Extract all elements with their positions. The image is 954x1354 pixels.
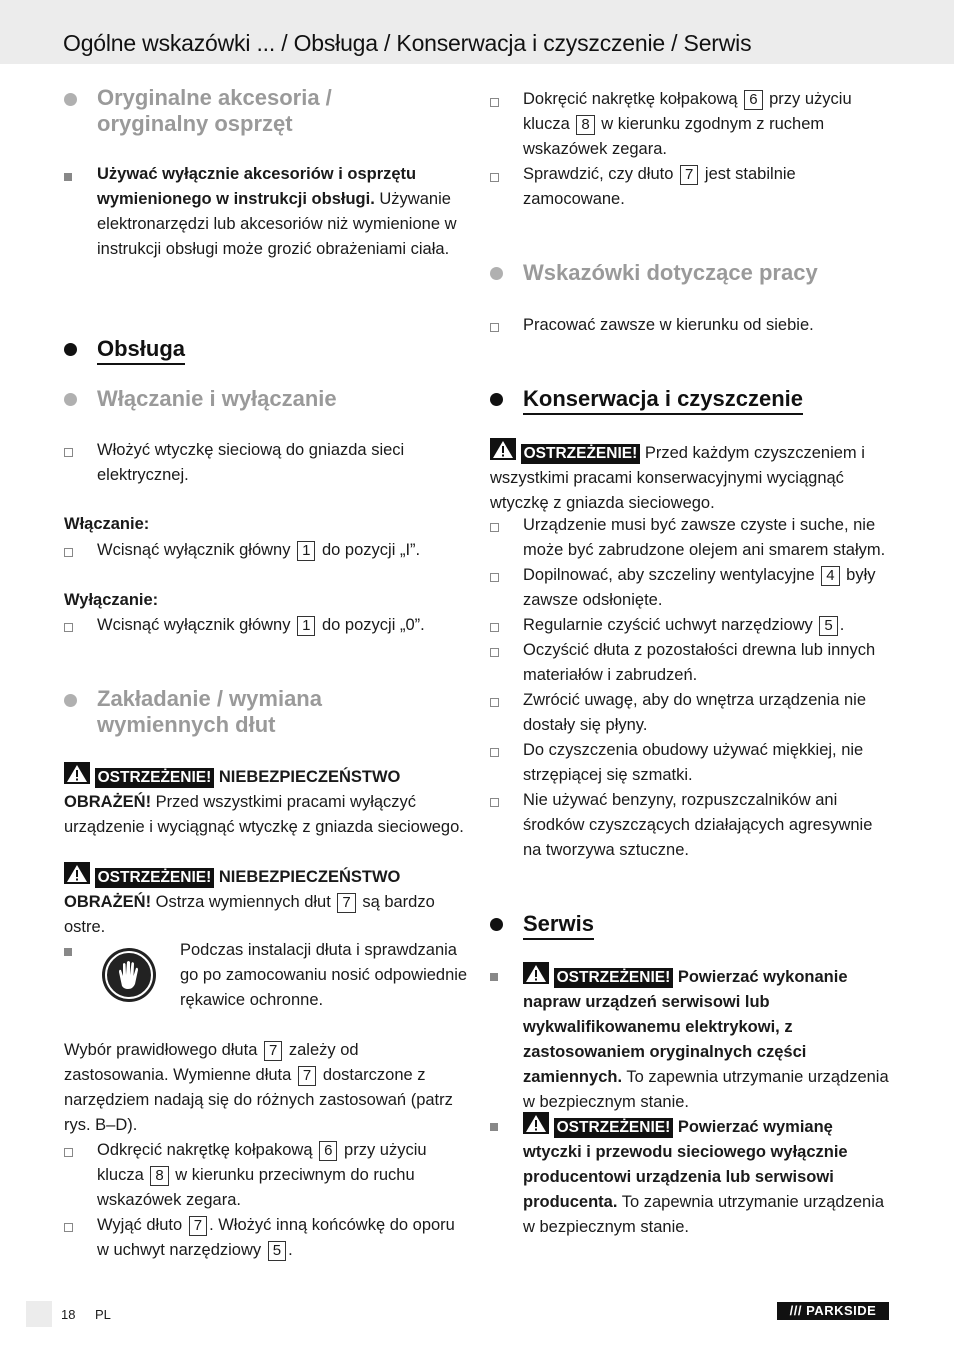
checkbox-bullet-icon bbox=[490, 798, 499, 807]
checkbox-bullet-icon bbox=[64, 1223, 73, 1232]
checkbox-bullet-icon bbox=[490, 323, 499, 332]
checkbox-bullet-icon bbox=[490, 573, 499, 582]
parkside-logo: /// PARKSIDE bbox=[777, 1302, 889, 1320]
mount-step-2: Wyjąć dłuto 7 . Włożyć inną końcówkę do oporu w uchwyt narzędziowy 5 . bbox=[97, 1216, 455, 1259]
checkbox-bullet-icon bbox=[490, 98, 499, 107]
care-warning: OSTRZEŻENIE! Przed każdym czyszczeniem i wszystkimi pracami konserwacyjnymi wyciągnąć wtyczkę z gniazda sieciowego. bbox=[490, 438, 890, 516]
off-step: Wcisnąć wyłącznik główny 1 do pozycji „0”. bbox=[97, 616, 425, 634]
checkbox-bullet-icon bbox=[490, 173, 499, 182]
mount-warning-1: OSTRZEŻENIE! NIEBEZPIECZEŃSTWO OBRAŻEŃ! Przed wszystkimi pracami wyłączyć urządzenie i wyciągnąć wtyczkę z gniazda sieciowego. bbox=[64, 762, 464, 840]
warning-triangle-icon bbox=[523, 1112, 549, 1134]
page-header bbox=[0, 0, 954, 64]
heading-bullet-icon bbox=[490, 918, 503, 931]
protective-gloves-icon bbox=[102, 948, 156, 1002]
heading-bullet-icon bbox=[490, 267, 503, 280]
heading-accessories: Oryginalne akcesoria / oryginalny osprzęt bbox=[64, 85, 464, 139]
square-bullet-icon bbox=[64, 173, 72, 181]
care-item-5: Zwrócić uwagę, aby do wnętrza urządzenia nie dostały się płyny. bbox=[523, 691, 867, 734]
heading-work: Wskazówki dotyczące pracy bbox=[490, 260, 890, 290]
checkbox-bullet-icon bbox=[490, 698, 499, 707]
mount-warning-2: OSTRZEŻENIE! NIEBEZPIECZEŃSTWO OBRAŻEŃ! Ostrza wymiennych dłut 7 są bardzo ostre. bbox=[64, 862, 464, 940]
checkbox-bullet-icon bbox=[490, 523, 499, 532]
warning-triangle-icon bbox=[523, 962, 549, 984]
care-item-1: Urządzenie musi być zawsze czyste i suche, nie może być zabrudzone olejem ani smarem stałym. bbox=[523, 516, 886, 559]
heading-care: Konserwacja i czyszczenie bbox=[490, 386, 890, 416]
service-note-2: OSTRZEŻENIE! Powierzać wymianę wtyczki i przewodu sieciowego wyłącznie producentowi urządzenia lub serwisowi producenta. To zapewnia utrzymanie urządzenia w bezpiecznym stanie. bbox=[523, 1112, 891, 1240]
page-number: 18 bbox=[61, 1307, 76, 1322]
checkbox-bullet-icon bbox=[490, 648, 499, 657]
service-note-1: OSTRZEŻENIE! Powierzać wykonanie napraw urządzeń serwisowi lub wykwalifikowanemu elektrykowi, z zastosowaniem oryginalnych części zamiennych. To zapewnia utrzymanie urządzenia w bezpiecznym stanie. bbox=[523, 962, 891, 1115]
chisel-choice: Wybór prawidłowego dłuta 7 zależy od zastosowania. Wymienne dłuta 7 dostarczone z narzędziem nadają się do różnych zastosowań (patrz rys. B–D). bbox=[64, 1041, 453, 1134]
mount-step-3: Dokręcić nakrętkę kołpakową 6 przy użyciu klucza 8 w kierunku zgodnym z ruchem wskazówek zegara. bbox=[523, 90, 852, 158]
mount-step-4: Sprawdzić, czy dłuto 7 jest stabilnie zamocowane. bbox=[523, 165, 796, 208]
checkbox-bullet-icon bbox=[490, 748, 499, 757]
heading-obsluga: Obsługa bbox=[64, 336, 464, 366]
checkbox-bullet-icon bbox=[64, 623, 73, 632]
heading-bullet-icon bbox=[64, 393, 77, 406]
checkbox-bullet-icon bbox=[64, 448, 73, 457]
footer-marker bbox=[26, 1301, 52, 1327]
warning-triangle-icon bbox=[64, 862, 90, 884]
care-item-4: Oczyścić dłuta z pozostałości drewna lub innych materiałów i zabrudzeń. bbox=[523, 641, 876, 684]
accessories-note: Używać wyłącznie akcesoriów i osprzętu wymienionego w instrukcji obsługi. Używanie elektronarzędzi lub akcesoriów niż wymienione w instrukcji obsługi może grozić obrażeniami ciała. bbox=[97, 165, 457, 258]
heading-bullet-icon bbox=[64, 343, 77, 356]
care-item-7: Nie używać benzyny, rozpuszczalników ani środków czyszczących działających agresywnie na tworzywa sztuczne. bbox=[523, 791, 873, 859]
heading-onoff: Włączanie i wyłączanie bbox=[64, 386, 464, 416]
heading-bullet-icon bbox=[64, 694, 77, 707]
care-item-2: Dopilnować, aby szczeliny wentylacyjne 4 były zawsze odsłonięte. bbox=[523, 566, 876, 609]
checkbox-bullet-icon bbox=[64, 1148, 73, 1157]
heading-service: Serwis bbox=[490, 911, 890, 941]
on-title: Włączanie: bbox=[64, 515, 150, 533]
language-code: PL bbox=[95, 1307, 111, 1322]
care-item-6: Do czyszczenia obudowy używać miękkiej, nie strzępiącej się szmatki. bbox=[523, 741, 864, 784]
mount-step-1: Odkręcić nakrętkę kołpakową 6 przy użyciu klucza 8 w kierunku przeciwnym do ruchu wskazówek zegara. bbox=[97, 1141, 427, 1209]
square-bullet-icon bbox=[64, 948, 72, 956]
checkbox-bullet-icon bbox=[490, 623, 499, 632]
work-tip: Pracować zawsze w kierunku od siebie. bbox=[523, 316, 814, 334]
square-bullet-icon bbox=[490, 973, 498, 981]
checkbox-bullet-icon bbox=[64, 548, 73, 557]
heading-bullet-icon bbox=[64, 93, 77, 106]
warning-triangle-icon bbox=[490, 438, 516, 460]
heading-bullet-icon bbox=[490, 393, 503, 406]
page-title: Ogólne wskazówki ... / Obsługa / Konserwacja i czyszczenie / Serwis bbox=[63, 30, 752, 56]
warning-triangle-icon bbox=[64, 762, 90, 784]
on-step: Wcisnąć wyłącznik główny 1 do pozycji „I”. bbox=[97, 541, 421, 559]
square-bullet-icon bbox=[490, 1123, 498, 1131]
heading-mount: Zakładanie / wymiana wymiennych dłut bbox=[64, 686, 464, 740]
gloves-note: Podczas instalacji dłuta i sprawdzania go po zamocowaniu nosić odpowiednie rękawice ochronne. bbox=[180, 941, 468, 1009]
plug-step: Włożyć wtyczkę sieciową do gniazda sieci elektrycznej. bbox=[97, 441, 405, 484]
care-item-3: Regularnie czyścić uchwyt narzędziowy 5 . bbox=[523, 616, 845, 634]
off-title: Wyłączanie: bbox=[64, 591, 159, 609]
